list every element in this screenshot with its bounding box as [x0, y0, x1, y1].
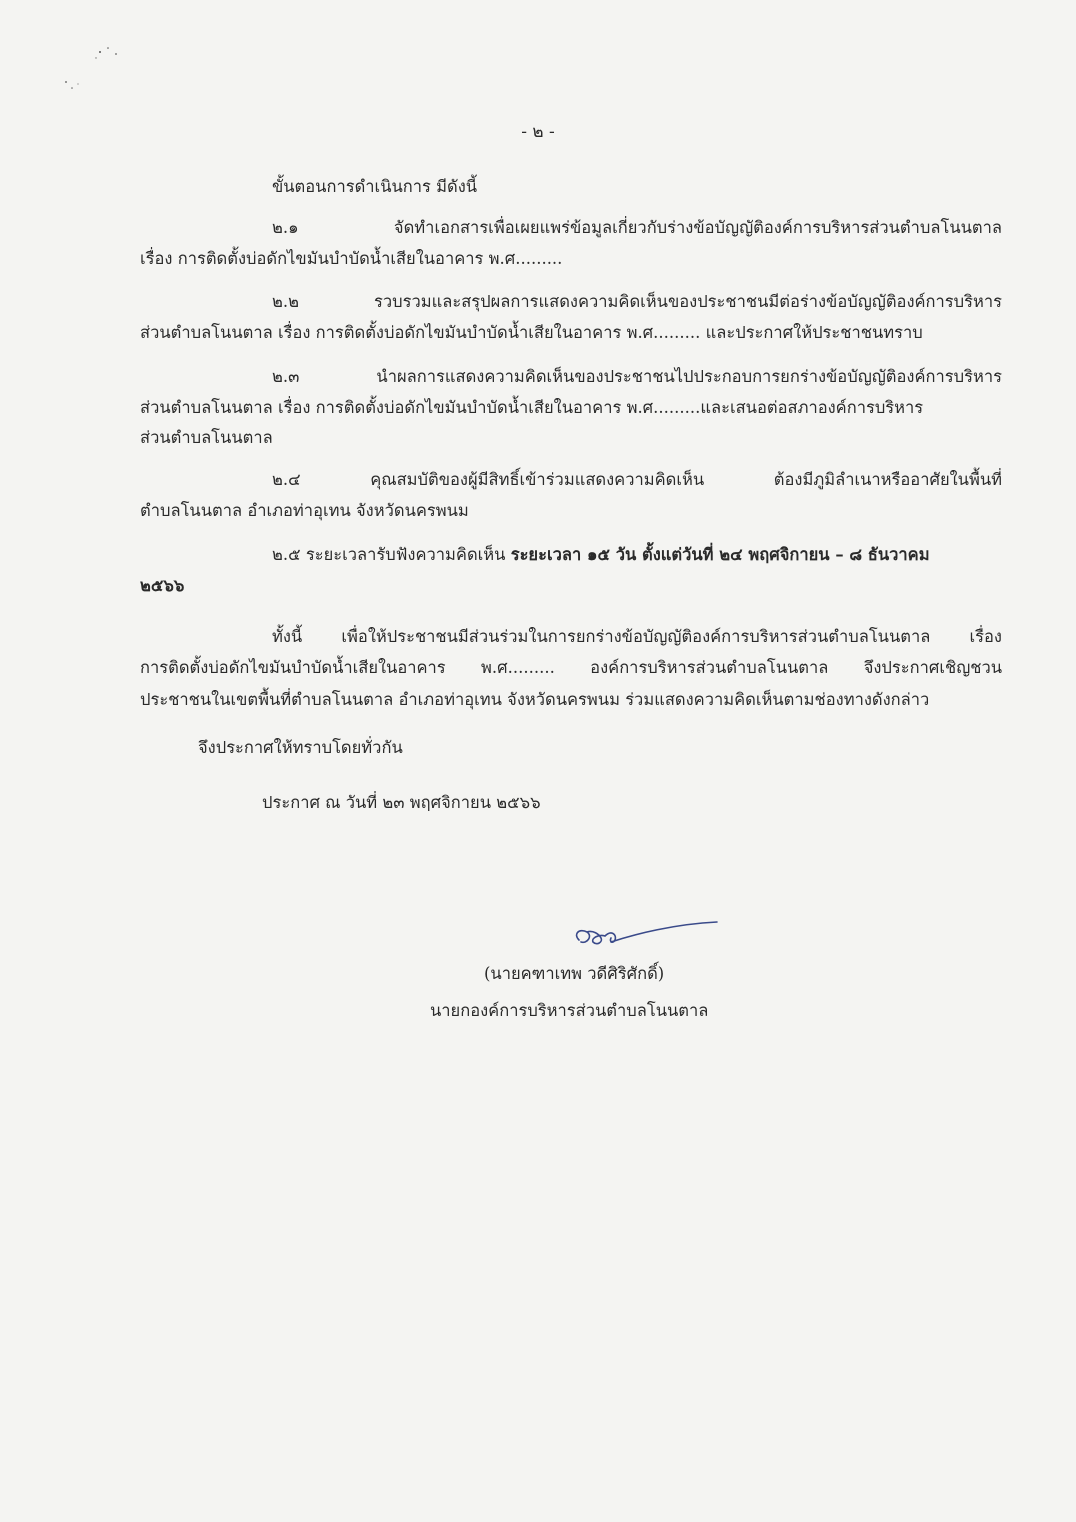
closing-line-3: ประชาชนในเขตพื้นที่ตำบลโนนตาล อำเภอท่าอุเทน จังหวัดนครพนม ร่วมแสดงความคิดเห็นตามช่องทางดังกล่าว — [140, 690, 930, 709]
signer-title: นายกองค์การบริหารส่วนตำบลโนนตาล — [430, 1001, 709, 1020]
item-2-2-line-2: ส่วนตำบลโนนตาล เรื่อง การติดตั้งบ่อดักไขมันบำบัดน้ำเสียในอาคาร พ.ศ......... และประกาศให้ประชาชนทราบ — [140, 323, 923, 342]
closing-line-1: ทั้งนี้ เพื่อให้ประชาชนมีส่วนร่วมในการยกร่างข้อบัญญัติองค์การบริหารส่วนตำบลโนนตาล เรื่อง — [272, 627, 1002, 646]
signer-name: (นายคฑาเทพ วดีศิริศักดิ์) — [484, 964, 665, 983]
announce-line: จึงประกาศให้ทราบโดยทั่วกัน — [198, 738, 403, 757]
item-2-4-line-2: ตำบลโนนตาล อำเภอท่าอุเทน จังหวัดนครพนม — [140, 501, 469, 520]
date-line: ประกาศ ณ วันที่ ๒๓ พฤศจิกายน ๒๕๖๖ — [262, 793, 541, 812]
page-number: - ๒ - — [521, 122, 555, 142]
item-2-3-line-1: ๒.๓ นำผลการแสดงความคิดเห็นของประชาชนไปประกอบการยกร่างข้อบัญญัติองค์การบริหาร — [272, 367, 1002, 386]
item-2-5-line-1 — [272, 544, 930, 566]
item-2-2-line-1: ๒.๒ รวบรวมและสรุปผลการแสดงความคิดเห็นของประชาชนมีต่อร่างข้อบัญญัติองค์การบริหาร — [272, 292, 1002, 311]
scan-specks — [60, 40, 140, 100]
closing-line-2: การติดตั้งบ่อดักไขมันบำบัดน้ำเสียในอาคาร พ.ศ......... องค์การบริหารส่วนตำบลโนนตาล จึงประกาศเชิญชวน — [140, 658, 1002, 677]
item-2-5-label: ๒.๕ ระยะเวลารับฟังความคิดเห็น — [272, 545, 511, 564]
item-2-5-line-2: ๒๕๖๖ — [140, 576, 185, 595]
item-2-4-line-1: ๒.๔ คุณสมบัติของผู้มีสิทธิ์เข้าร่วมแสดงความคิดเห็น ต้องมีภูมิลำเนาหรืออาศัยในพื้นที่ — [272, 470, 1002, 489]
item-2-3-line-2: ส่วนตำบลโนนตาล เรื่อง การติดตั้งบ่อดักไขมันบำบัดน้ำเสียในอาคาร พ.ศ.........และเสนอต่อสภาองค์การบริหาร — [140, 398, 924, 417]
item-2-1-line-1: ๒.๑ จัดทำเอกสารเพื่อเผยแพร่ข้อมูลเกี่ยวกับร่างข้อบัญญัติองค์การบริหารส่วนตำบลโนนตาล — [272, 218, 1002, 237]
procedure-heading: ขั้นตอนการดำเนินการ มีดังนี้ — [272, 177, 478, 196]
signature — [565, 912, 725, 962]
item-2-1-line-2: เรื่อง การติดตั้งบ่อดักไขมันบำบัดน้ำเสียในอาคาร พ.ศ......... — [140, 249, 563, 268]
item-2-5-period: ระยะเวลา ๑๕ วัน ตั้งแต่วันที่ ๒๔ พฤศจิกายน – ๘ ธันวาคม — [510, 545, 930, 564]
item-2-3-line-3: ส่วนตำบลโนนตาล — [140, 428, 273, 447]
